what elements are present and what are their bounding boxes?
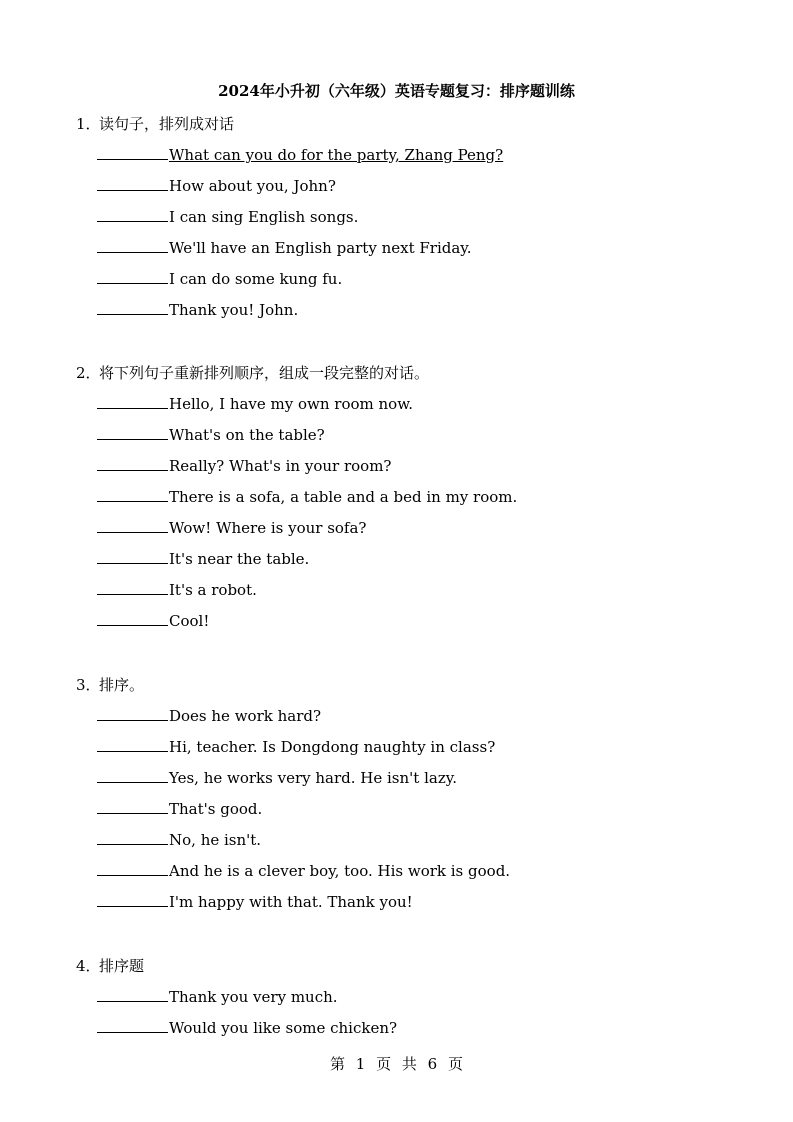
question-header xyxy=(76,113,234,135)
sentence-item xyxy=(97,767,457,789)
question-prompt: 将下列句子重新排列顺序，组成一段完整的对话。 xyxy=(99,364,430,382)
question-header xyxy=(76,674,144,696)
sentence-text: What can you do for the party, Zhang Peng? xyxy=(169,146,504,164)
answer-blank[interactable] xyxy=(97,299,168,315)
answer-blank[interactable] xyxy=(97,891,168,907)
document-title: 2024年小升初（六年级）英语专题复习：排序题训练 xyxy=(218,82,575,100)
answer-blank[interactable] xyxy=(97,579,168,595)
sentence-item xyxy=(97,206,358,228)
sentence-text: Hi, teacher. Is Dongdong naughty in class? xyxy=(169,738,496,756)
sentence-item xyxy=(97,299,298,321)
sentence-item xyxy=(97,548,309,570)
sentence-item xyxy=(97,829,261,851)
question-number: 4． xyxy=(76,957,101,975)
answer-blank[interactable] xyxy=(97,860,168,876)
question-header xyxy=(76,362,429,384)
sentence-text: We'll have an English party next Friday. xyxy=(169,239,472,257)
answer-blank[interactable] xyxy=(97,455,168,471)
answer-blank[interactable] xyxy=(97,206,168,222)
sentence-item xyxy=(97,891,413,913)
sentence-text: Thank you very much. xyxy=(169,988,338,1006)
sentence-item xyxy=(97,1017,397,1039)
sentence-text: How about you, John? xyxy=(169,177,336,195)
sentence-item xyxy=(97,237,472,259)
question-prompt: 读句子，排列成对话 xyxy=(99,115,235,133)
answer-blank[interactable] xyxy=(97,237,168,253)
answer-blank[interactable] xyxy=(97,517,168,533)
sentence-text: Does he work hard? xyxy=(169,707,322,725)
answer-blank[interactable] xyxy=(97,486,168,502)
sentence-item xyxy=(97,424,325,446)
sentence-text: There is a sofa, a table and a bed in my room. xyxy=(169,488,518,506)
page-footer: 第 1 页 共 6 页 xyxy=(330,1055,463,1073)
sentence-text: It's near the table. xyxy=(169,550,310,568)
sentence-item xyxy=(97,144,503,166)
answer-blank[interactable] xyxy=(97,175,168,191)
answer-blank[interactable] xyxy=(97,393,168,409)
answer-blank[interactable] xyxy=(97,767,168,783)
sentence-item xyxy=(97,610,209,632)
answer-blank[interactable] xyxy=(97,424,168,440)
sentence-item xyxy=(97,705,321,727)
sentence-item xyxy=(97,517,366,539)
sentence-item xyxy=(97,860,510,882)
sentence-item xyxy=(97,736,495,758)
answer-blank[interactable] xyxy=(97,798,168,814)
answer-blank[interactable] xyxy=(97,548,168,564)
sentence-text: Cool! xyxy=(169,612,210,630)
question-prompt: 排序题 xyxy=(99,957,145,975)
sentence-text: Wow! Where is your sofa? xyxy=(169,519,367,537)
sentence-text: Thank you! John. xyxy=(169,301,299,319)
question-prompt: 排序。 xyxy=(99,676,145,694)
sentence-text: And he is a clever boy, too. His work is good. xyxy=(169,862,511,880)
sentence-text: I can do some kung fu. xyxy=(169,270,343,288)
question-header xyxy=(76,955,144,977)
question-number: 2． xyxy=(76,364,101,382)
sentence-text: Hello, I have my own room now. xyxy=(169,395,414,413)
sentence-item xyxy=(97,175,336,197)
answer-blank[interactable] xyxy=(97,610,168,626)
answer-blank[interactable] xyxy=(97,705,168,721)
sentence-item xyxy=(97,986,338,1008)
sentence-text: I can sing English songs. xyxy=(169,208,359,226)
sentence-text: It's a robot. xyxy=(169,581,257,599)
answer-blank[interactable] xyxy=(97,1017,168,1033)
sentence-text: Really? What's in your room? xyxy=(169,457,392,475)
sentence-item xyxy=(97,798,262,820)
sentence-item xyxy=(97,579,257,601)
sentence-item xyxy=(97,486,517,508)
sentence-text: Would you like some chicken? xyxy=(169,1019,398,1037)
sentence-item xyxy=(97,393,413,415)
sentence-text: What's on the table? xyxy=(169,426,325,444)
answer-blank[interactable] xyxy=(97,986,168,1002)
question-number: 3． xyxy=(76,676,101,694)
sentence-text: Yes, he works very hard. He isn't lazy. xyxy=(169,769,457,787)
sentence-text: No, he isn't. xyxy=(169,831,262,849)
sentence-text: That's good. xyxy=(169,800,263,818)
answer-blank[interactable] xyxy=(97,268,168,284)
answer-blank[interactable] xyxy=(97,736,168,752)
answer-blank[interactable] xyxy=(97,829,168,845)
question-number: 1． xyxy=(76,115,101,133)
sentence-item xyxy=(97,455,391,477)
sentence-text: I'm happy with that. Thank you! xyxy=(169,893,413,911)
answer-blank[interactable] xyxy=(97,144,168,160)
sentence-item xyxy=(97,268,342,290)
